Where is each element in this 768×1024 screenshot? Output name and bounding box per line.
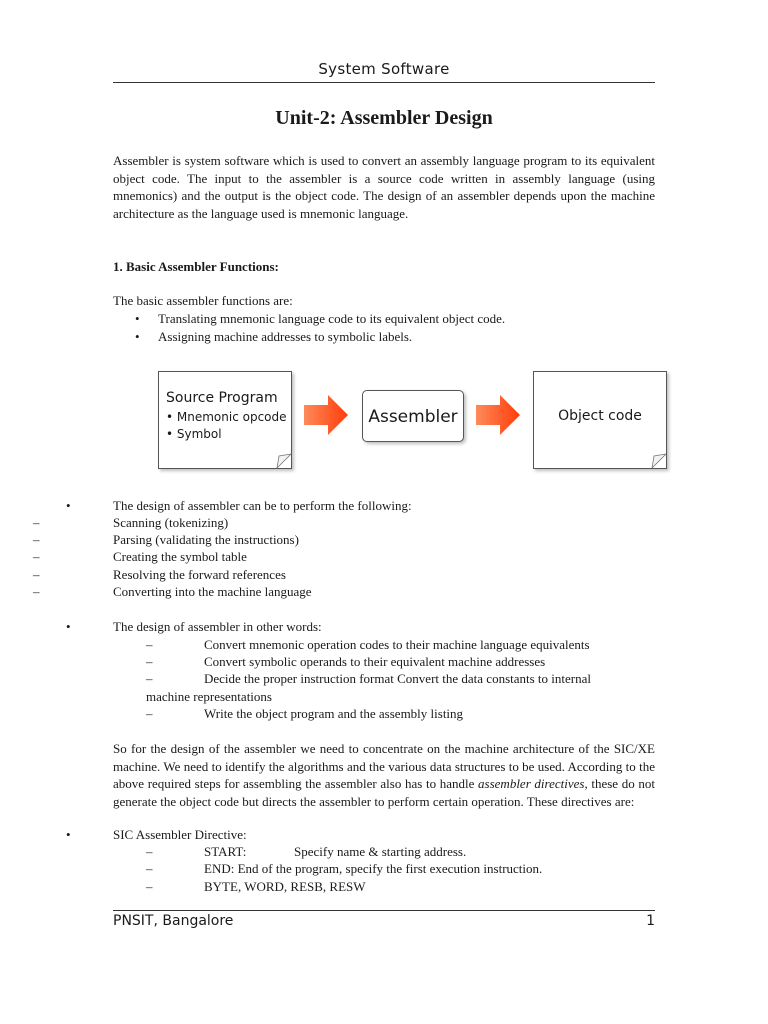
- design-step: Resolving the forward references: [113, 567, 286, 582]
- design-words-lead: The design of assembler in other words:: [113, 619, 322, 634]
- design-step: Creating the symbol table: [113, 549, 247, 564]
- architecture-paragraph: [113, 740, 655, 810]
- assembler-box: [362, 390, 464, 442]
- bullet-marker: •: [66, 619, 71, 634]
- source-program-box: [158, 371, 292, 469]
- source-program-title: Source Program: [166, 390, 278, 406]
- page-title: Unit-2: Assembler Design: [275, 107, 493, 129]
- directive-data: BYTE, WORD, RESB, RESW: [204, 879, 366, 894]
- page-number: 1: [646, 913, 655, 929]
- design-words-item: Convert mnemonic operation codes to their machine language equivalents: [204, 637, 590, 652]
- dash-marker: –: [33, 567, 40, 582]
- source-item-symbol: • Symbol: [166, 427, 222, 441]
- assembler-label: Assembler: [368, 407, 458, 427]
- dash-marker: –: [146, 671, 153, 686]
- dash-marker: –: [146, 861, 153, 876]
- dash-marker: –: [146, 879, 153, 894]
- arrow-right-icon: [476, 393, 520, 437]
- directive-end: END: End of the program, specify the first execution instruction.: [204, 861, 543, 876]
- section-lead: The basic assembler functions are:: [113, 293, 293, 308]
- bullet-marker-2: •: [135, 329, 140, 344]
- design-words-item: Convert symbolic operands to their equivalent machine addresses: [204, 654, 546, 669]
- intro-paragraph: Assembler is system software which is used to convert an assembly language program to its equivalent object code. The input to the assembler is a source code written in assembly language (using mnemonics) and the output is the object code. The design of an assembler depends upon the machine architecture as the language used is mnemonic language.: [113, 153, 655, 221]
- source-item-opcode: • Mnemonic opcode: [166, 410, 287, 424]
- design-words-item-continued: machine representations: [146, 689, 272, 704]
- dash-marker: –: [33, 532, 40, 547]
- dash-marker: –: [146, 637, 153, 652]
- dash-marker: –: [146, 844, 153, 859]
- directive-lead: SIC Assembler Directive:: [113, 827, 247, 842]
- design-lead: The design of assembler can be to perform the following:: [113, 498, 412, 513]
- dash-marker: –: [33, 515, 40, 530]
- footer-rule: [113, 910, 655, 911]
- bullet-marker: •: [66, 498, 71, 513]
- page-fold-icon: [646, 448, 666, 468]
- paragraph-text: So for the design of the assembler we need to concentrate on the machine architecture of the SIC/XE machine. We need to identify the algorithms and the various data structures to be used. According to the above required steps for assembling the assembler also has to handle: [113, 741, 655, 792]
- footer-institution: PNSIT, Bangalore: [113, 913, 234, 929]
- arrow-right-icon: [304, 393, 348, 437]
- section-heading: 1. Basic Assembler Functions:: [113, 259, 279, 274]
- dash-marker: –: [33, 584, 40, 599]
- bullet-marker-1: •: [135, 311, 140, 326]
- design-step: Parsing (validating the instructions): [113, 532, 299, 547]
- design-words-item: Write the object program and the assembly listing: [204, 706, 464, 721]
- directive-start-label: START:: [204, 844, 247, 859]
- bullet-item: Translating mnemonic language code to its equivalent object code.: [158, 311, 506, 326]
- directive-start-desc: Specify name & starting address.: [294, 844, 467, 859]
- dash-marker: –: [33, 549, 40, 564]
- page-fold-icon: [271, 448, 291, 468]
- running-header: System Software: [318, 60, 450, 78]
- object-code-box: [533, 371, 667, 469]
- header-rule: [113, 82, 655, 83]
- paragraph-text: , these do not generate the object code but directs the assembler to perform certain operation. These directives are:: [113, 776, 655, 809]
- bullet-item: Assigning machine addresses to symbolic labels.: [158, 329, 413, 344]
- dash-marker: –: [146, 706, 153, 721]
- design-step: Converting into the machine language: [113, 584, 312, 599]
- design-step: Scanning (tokenizing): [113, 515, 229, 530]
- bullet-marker: •: [66, 827, 71, 842]
- emphasis-text: assembler directives: [478, 776, 585, 792]
- object-code-label: Object code: [558, 408, 642, 424]
- design-words-item: Decide the proper instruction format Convert the data constants to internal: [204, 671, 591, 686]
- dash-marker: –: [146, 654, 153, 669]
